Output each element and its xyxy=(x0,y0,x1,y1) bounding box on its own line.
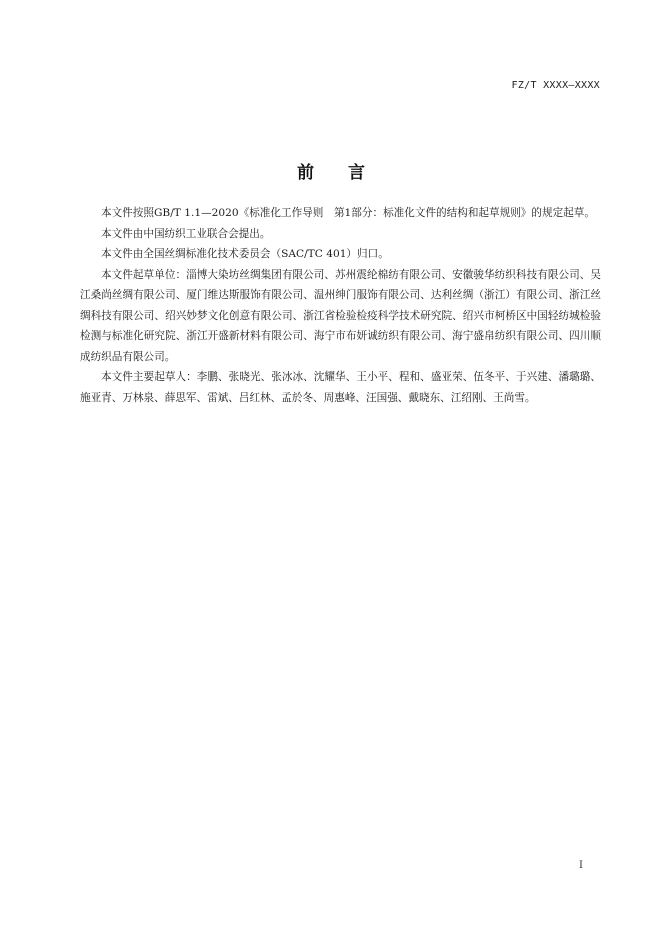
paragraph-proposer: 本文件由中国纺织工业联合会提出。 xyxy=(101,227,271,240)
title-char-1: 前 xyxy=(297,163,314,183)
page-title xyxy=(0,158,662,183)
paragraph-drafting-rules: 本文件按照GB/T 1.1—2020《标准化工作导则 第1部分：标准化文件的结构和起草规则》的规定起草。 xyxy=(101,207,595,219)
page-number: I xyxy=(579,860,583,871)
paragraph-drafting-units: 本文件起草单位：淄博大染坊丝绸集团有限公司、苏州震纶棉纺有限公司、安徽骏华纺织科技有限公司、吴江桑尚丝绸有限公司、厦门维达斯服饰有限公司、温州绅门服饰有限公司、达利丝绸（浙江）有限公司、浙江丝绸科技有限公司、绍兴妙梦文化创意有限公司、浙江省检验检疫科学技术研究院、绍兴市柯桥区中国轻纺城检验检测与标准化研究院、浙江开盛新材料有限公司、海宁市布妍诚纺织有限公司、海宁盛帛纺织有限公司、四川顺成纺织品有限公司。 xyxy=(80,268,601,363)
document-code: FZ/T XXXX—XXXX xyxy=(511,80,600,91)
foreword-body xyxy=(80,203,601,408)
paragraph-drafters: 本文件主要起草人：李鹏、张晓光、张冰冰、沈耀华、王小平、程和、盛亚荣、伍冬平、于兴建、潘璐璐、施亚青、万林泉、薛思军、雷斌、吕红林、孟於冬、周惠峰、汪国强、戴晓东、江绍刚、王尚雪。 xyxy=(80,371,601,404)
title-char-2: 言 xyxy=(348,163,365,183)
paragraph-committee: 本文件由全国丝绸标准化技术委员会（SAC/TC 401）归口。 xyxy=(101,248,389,260)
